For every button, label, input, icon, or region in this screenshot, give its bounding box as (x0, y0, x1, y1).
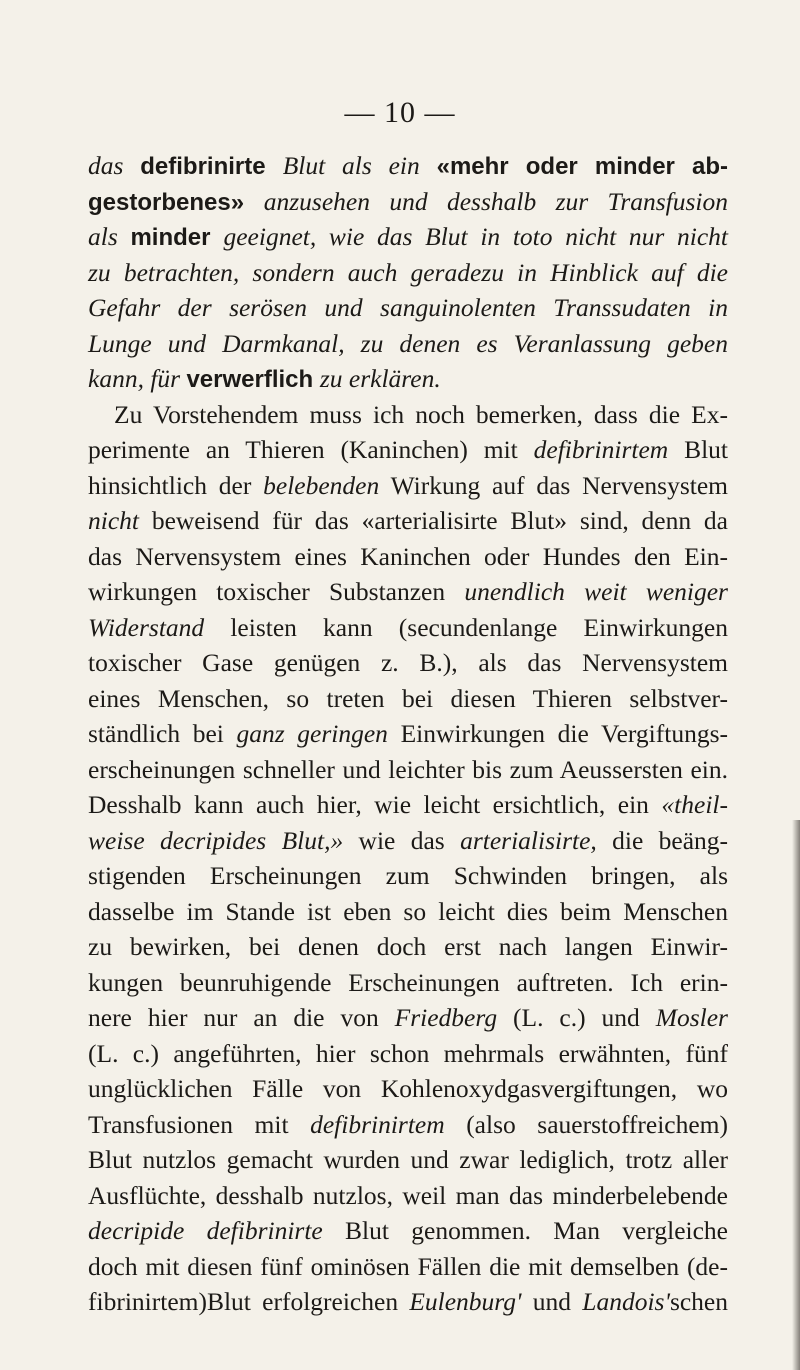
text-segment: stigenden Erscheinungen zum Schwinden bringen, als (88, 861, 728, 890)
text-line (88, 184, 728, 220)
text-segment: Einwirkungen die Vergiftungs- (387, 719, 728, 748)
text-segment: minder (130, 224, 224, 251)
text-segment: wirkungen toxischer Substanzen (88, 577, 465, 606)
text-line (88, 752, 728, 788)
text-segment: unendlich weit weniger (464, 577, 728, 606)
text-segment: defibrinirte (140, 153, 283, 180)
text-segment: Blut (668, 435, 728, 464)
text-segment: toxischer Gase genügen z. B.), als das Nervensystem (88, 648, 728, 677)
text-line (88, 468, 728, 504)
text-line (88, 503, 728, 539)
text-line (88, 1000, 728, 1036)
text-segment: die beäng- (596, 825, 729, 855)
text-line (88, 645, 728, 681)
text-segment: Zu Vorstehendem muss ich noch bemerken, dass die Ex- (114, 399, 728, 429)
text-segment: Wirkung auf das Nervensystem (379, 470, 729, 500)
text-line (88, 1107, 728, 1143)
body-text (88, 148, 728, 1320)
text-line (88, 610, 728, 646)
text-line (88, 432, 728, 468)
text-segment: zu bewirken, bei denen doch erst nach langen Einwir- (88, 932, 728, 961)
text-segment: anzusehen und desshalb zur Transfusion (263, 186, 729, 216)
text-segment: kann, für (88, 364, 187, 393)
text-segment: als (88, 222, 131, 251)
text-segment: hinsichtlich der (88, 470, 264, 500)
text-segment: Mosler (655, 1003, 728, 1032)
text-segment: «theil- (661, 790, 728, 819)
text-segment: schen (669, 1287, 728, 1316)
text-segment: nicht (88, 506, 139, 535)
text-segment: leisten kann (secundenlange Einwirkungen (204, 612, 728, 642)
text-segment: defibrinirtem (533, 435, 669, 464)
text-segment: wie das (343, 825, 461, 855)
text-segment: verwerflich (186, 366, 320, 393)
text-segment: zu erklären. (319, 364, 441, 393)
text-segment: Friedberg (394, 1003, 498, 1032)
text-segment: Landois' (582, 1287, 670, 1316)
text-segment: zu betrachten, sondern auch geradezu in Hinblick auf die (88, 257, 728, 287)
text-segment: (L. c.) und (497, 1003, 656, 1032)
text-segment: unglücklichen Fälle von Kohlenoxydgasvergiftungen, wo (88, 1074, 728, 1103)
page-number: — 10 — (344, 96, 456, 129)
text-segment: «mehr oder minder ab- (436, 153, 728, 180)
text-segment: dasselbe im Stande ist eben so leicht dies beim Menschen (88, 896, 728, 926)
text-line (88, 1178, 728, 1214)
text-line (88, 1249, 728, 1285)
text-segment: Lunge und Darmkanal, zu denen es Veranlassung geben (88, 328, 728, 358)
text-line (88, 219, 728, 255)
text-segment: decripide defibrinirte (88, 1216, 323, 1245)
text-line (88, 1284, 728, 1320)
text-segment: beweisend für das «arterialisirte Blut» sind, denn da (139, 506, 728, 535)
text-segment: ständlich bei (88, 719, 237, 748)
text-line (88, 858, 728, 894)
text-line (88, 361, 728, 397)
text-segment: Transfusionen mit (88, 1109, 311, 1139)
text-line (88, 823, 728, 859)
text-line (88, 929, 728, 965)
text-segment: kungen beunruhigende Erscheinungen auftreten. Ich erin- (88, 967, 728, 997)
text-segment: defibrinirtem (310, 1109, 445, 1139)
text-segment: und (521, 1287, 583, 1316)
text-segment: perimente an Thieren (Kaninchen) mit (88, 435, 534, 464)
text-segment: Blut als ein (282, 151, 437, 180)
text-line (88, 255, 728, 291)
text-line (88, 290, 728, 326)
text-line (88, 326, 728, 362)
text-segment: arterialisirte, (460, 825, 597, 855)
text-line (88, 716, 728, 752)
text-segment: (also sauerstoffreichem) (444, 1109, 728, 1139)
text-segment: fibrinirtem)Blut erfolgreichen (88, 1287, 410, 1316)
text-line (88, 397, 728, 433)
text-line (88, 787, 728, 823)
text-line (88, 894, 728, 930)
text-segment: nere hier nur an die von (88, 1003, 395, 1032)
text-segment: belebenden (263, 470, 380, 500)
text-segment: eines Menschen, so treten bei diesen Thieren selbstver- (88, 683, 728, 713)
text-segment: Eulenburg' (409, 1287, 522, 1316)
text-line (88, 1071, 728, 1107)
text-segment: Desshalb kann auch hier, wie leicht ersichtlich, ein (88, 790, 662, 819)
text-line (88, 965, 728, 1001)
text-line (88, 681, 728, 717)
text-segment: doch mit diesen fünf ominösen Fällen die mit demselben (de- (88, 1251, 728, 1281)
text-line (88, 574, 728, 610)
text-segment: Blut nutzlos gemacht wurden und zwar lediglich, trotz aller (88, 1145, 728, 1174)
text-line (88, 1142, 728, 1178)
text-line (88, 1213, 728, 1249)
text-segment: gestorbenes» (88, 188, 264, 216)
text-segment: (L. c.) angeführten, hier schon mehrmals erwähnten, fünf (88, 1038, 728, 1068)
page-edge-shadow (792, 820, 800, 1370)
text-segment: weise decripides Blut,» (88, 825, 344, 855)
text-segment: Blut genommen. Man vergleiche (322, 1216, 728, 1245)
text-segment: Gefahr der serösen und sanguinolenten Transsudaten in (88, 293, 728, 322)
text-segment: ganz geringen (236, 719, 388, 748)
text-line (88, 1036, 728, 1072)
text-segment: geeignet, wie das Blut in toto nicht nur nicht (223, 222, 729, 251)
text-line (88, 539, 728, 575)
text-segment: erscheinungen schneller und leichter bis zum Aeussersten ein. (88, 754, 728, 784)
text-segment: das (88, 151, 141, 180)
text-segment: Widerstand (88, 612, 205, 642)
text-segment: Ausflüchte, desshalb nutzlos, weil man das minderbelebende (88, 1180, 728, 1210)
text-line (88, 148, 728, 184)
text-segment: das Nervensystem eines Kaninchen oder Hundes den Ein- (88, 541, 728, 571)
